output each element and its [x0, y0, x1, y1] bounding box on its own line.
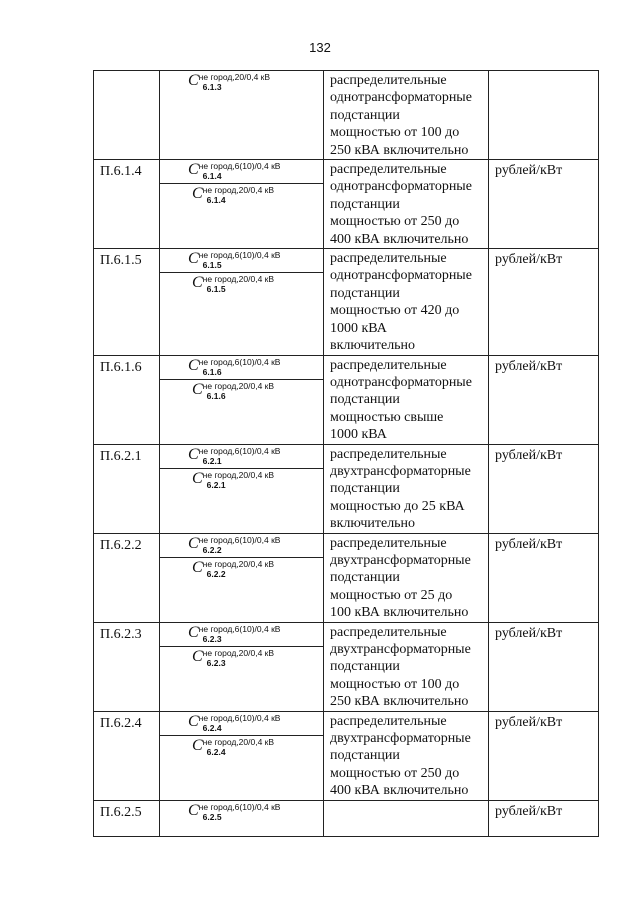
symbol-subscript: 6.2.3 — [202, 633, 222, 644]
symbol-superscript: не город,6(10)/0,4 кВ — [198, 445, 281, 456]
tariff-symbols — [160, 800, 324, 836]
symbol-letter: C — [192, 558, 203, 576]
symbol-subscript: 6.1.5 — [202, 260, 222, 271]
tariff-symbol — [160, 468, 323, 492]
tariff-symbol — [160, 356, 323, 379]
symbol-indices — [199, 446, 281, 466]
item-code: П.6.1.6 — [94, 355, 160, 444]
description-line: 100 кВА включительно — [330, 605, 469, 621]
symbol-letter: C — [188, 356, 199, 374]
description-line: распределительные — [330, 713, 447, 729]
symbol-superscript: не город,20/0,4 кВ — [202, 274, 275, 285]
symbol-subscript: 6.2.3 — [206, 657, 226, 668]
description-line: 1000 кВА — [330, 427, 387, 443]
table-row — [94, 160, 599, 249]
description — [324, 533, 489, 622]
tariff-symbol — [160, 272, 323, 296]
tariff-symbol — [160, 801, 323, 824]
table-row — [94, 800, 599, 836]
item-code: П.6.2.4 — [94, 711, 160, 800]
symbol-indices — [203, 737, 274, 757]
symbol-letter: C — [192, 647, 203, 665]
symbol-superscript: не город,6(10)/0,4 кВ — [198, 801, 281, 812]
description — [324, 622, 489, 711]
symbol-indices — [203, 381, 274, 401]
description-line: однотрансформаторные — [330, 374, 472, 390]
tariff-symbols — [160, 444, 324, 533]
description — [324, 355, 489, 444]
symbol-letter: C — [188, 712, 199, 730]
symbol-letter: C — [188, 445, 199, 463]
description-line: подстанции — [330, 659, 400, 675]
tariff-symbol — [160, 445, 323, 468]
unit: рублей/кВт — [489, 711, 599, 800]
tariff-symbol — [160, 623, 323, 646]
symbol-indices — [199, 624, 281, 644]
symbol-indices — [199, 72, 270, 92]
symbol-superscript: не город,6(10)/0,4 кВ — [198, 356, 281, 367]
description-line: мощностью от 100 до — [330, 676, 460, 692]
symbol-superscript: не город,20/0,4 кВ — [202, 736, 275, 747]
tariff-symbol — [160, 712, 323, 735]
tariff-symbols — [160, 355, 324, 444]
description-line: мощностью от 100 до — [330, 125, 460, 141]
tariff-symbol — [160, 379, 323, 403]
symbol-indices — [199, 535, 281, 555]
description-line: 400 кВА включительно — [330, 783, 469, 799]
unit: рублей/кВт — [489, 444, 599, 533]
symbol-subscript: 6.2.4 — [206, 746, 226, 757]
item-code: П.6.2.3 — [94, 622, 160, 711]
description — [324, 71, 489, 160]
description-line: подстанции — [330, 570, 400, 586]
symbol-indices — [203, 559, 274, 579]
symbol-indices — [199, 357, 281, 377]
symbol-letter: C — [192, 469, 203, 487]
symbol-indices — [199, 802, 281, 822]
symbol-superscript: не город,20/0,4 кВ — [202, 469, 275, 480]
symbol-subscript: 6.1.4 — [202, 171, 222, 182]
symbol-superscript: не город,20/0,4 кВ — [198, 72, 271, 82]
symbol-superscript: не город,6(10)/0,4 кВ — [198, 534, 281, 545]
symbol-subscript: 6.2.5 — [202, 811, 222, 822]
tariff-symbols — [160, 160, 324, 249]
symbol-letter: C — [188, 250, 199, 268]
symbol-superscript: не город,6(10)/0,4 кВ — [198, 712, 281, 723]
symbol-subscript: 6.1.3 — [202, 82, 222, 92]
symbol-subscript: 6.1.5 — [206, 284, 226, 295]
description-line: мощностью от 420 до — [330, 303, 460, 319]
description-line: двухтрансформаторные — [330, 552, 471, 568]
description-line: распределительные — [330, 535, 447, 551]
description-line: однотрансформаторные — [330, 179, 472, 195]
tariff-table — [93, 70, 599, 837]
unit: рублей/кВт — [489, 533, 599, 622]
tariff-table-body — [94, 71, 599, 837]
description-line: распределительные — [330, 624, 447, 640]
description-line: распределительные — [330, 446, 447, 462]
description-line: распределительные — [330, 251, 447, 267]
symbol-letter: C — [192, 274, 203, 292]
symbol-indices — [203, 470, 274, 490]
item-code: П.6.2.1 — [94, 444, 160, 533]
symbol-letter: C — [192, 185, 203, 203]
table-row — [94, 622, 599, 711]
symbol-superscript: не город,20/0,4 кВ — [202, 185, 275, 196]
table-row — [94, 711, 599, 800]
tariff-symbol — [160, 160, 323, 183]
symbol-superscript: не город,20/0,4 кВ — [202, 380, 275, 391]
description-line: двухтрансформаторные — [330, 731, 471, 747]
unit: рублей/кВт — [489, 355, 599, 444]
description-line: подстанции — [330, 748, 400, 764]
description-line: двухтрансформаторные — [330, 463, 471, 479]
unit: рублей/кВт — [489, 800, 599, 836]
tariff-symbol — [160, 534, 323, 557]
description-line: мощностью свыше — [330, 409, 444, 425]
description-line: подстанции — [330, 392, 400, 408]
symbol-letter: C — [188, 72, 199, 89]
item-code: П.6.2.2 — [94, 533, 160, 622]
description-line: двухтрансформаторные — [330, 642, 471, 657]
symbol-superscript: не город,20/0,4 кВ — [202, 558, 275, 569]
description-line: мощностью от 250 до — [330, 765, 460, 781]
item-code: П.6.1.5 — [94, 249, 160, 355]
tariff-symbols — [160, 533, 324, 622]
description — [324, 160, 489, 249]
tariff-symbol — [160, 557, 323, 581]
description-line: 1000 кВА — [330, 320, 387, 336]
description-line: мощностью от 25 до — [330, 587, 453, 603]
tariff-symbols — [160, 249, 324, 355]
description-line: подстанции — [330, 107, 400, 123]
symbol-subscript: 6.2.1 — [206, 479, 226, 490]
item-code: П.6.1.4 — [94, 160, 160, 249]
description — [324, 711, 489, 800]
description-line: однотрансформаторные — [330, 90, 472, 106]
symbol-superscript: не город,6(10)/0,4 кВ — [198, 623, 281, 634]
table-row — [94, 71, 599, 160]
symbol-indices — [199, 713, 281, 733]
symbol-indices — [199, 161, 281, 181]
tariff-symbol — [160, 735, 323, 759]
unit: рублей/кВт — [489, 622, 599, 711]
tariff-symbols — [160, 71, 324, 160]
tariff-symbol — [160, 71, 323, 94]
description-line: 250 кВА включительно — [330, 694, 469, 710]
symbol-subscript: 6.2.4 — [202, 722, 222, 733]
symbol-indices — [203, 185, 274, 205]
page-number: 132 — [309, 40, 331, 55]
item-code — [94, 71, 160, 160]
description-line: включительно — [330, 338, 416, 354]
unit — [489, 71, 599, 160]
description-line: 400 кВА включительно — [330, 231, 469, 247]
description — [324, 800, 489, 836]
table-row — [94, 533, 599, 622]
description-line: подстанции — [330, 285, 400, 301]
item-code: П.6.2.5 — [94, 800, 160, 836]
description-line: мощностью от 250 до — [330, 214, 460, 230]
description-line: распределительные — [330, 73, 447, 88]
description-line: распределительные — [330, 357, 447, 373]
symbol-subscript: 6.2.1 — [202, 455, 222, 466]
description-line: однотрансформаторные — [330, 268, 472, 284]
symbol-subscript: 6.2.2 — [202, 544, 222, 555]
unit: рублей/кВт — [489, 160, 599, 249]
symbol-superscript: не город,6(10)/0,4 кВ — [198, 161, 281, 172]
tariff-symbols — [160, 711, 324, 800]
description-line: 250 кВА включительно — [330, 142, 469, 158]
unit: рублей/кВт — [489, 249, 599, 355]
description-line: включительно — [330, 516, 416, 532]
symbol-letter: C — [188, 534, 199, 552]
symbol-indices — [203, 274, 274, 294]
description-line: распределительные — [330, 162, 447, 178]
symbol-indices — [199, 250, 281, 270]
symbol-indices — [203, 648, 274, 668]
symbol-letter: C — [192, 736, 203, 754]
symbol-letter: C — [192, 380, 203, 398]
tariff-symbol — [160, 249, 323, 272]
description-line: подстанции — [330, 481, 400, 497]
tariff-symbol — [160, 183, 323, 207]
symbol-superscript: не город,20/0,4 кВ — [202, 647, 275, 658]
description — [324, 249, 489, 355]
tariff-symbols — [160, 622, 324, 711]
tariff-symbol — [160, 646, 323, 670]
symbol-subscript: 6.1.6 — [206, 390, 226, 401]
description — [324, 444, 489, 533]
description-line: мощностью до 25 кВА — [330, 498, 465, 514]
symbol-subscript: 6.2.2 — [206, 568, 226, 579]
table-row — [94, 355, 599, 444]
symbol-subscript: 6.1.4 — [206, 195, 226, 206]
table-row — [94, 249, 599, 355]
table-row — [94, 444, 599, 533]
symbol-letter: C — [188, 161, 199, 179]
description-line: подстанции — [330, 196, 400, 212]
symbol-subscript: 6.1.6 — [202, 366, 222, 377]
symbol-superscript: не город,6(10)/0,4 кВ — [198, 250, 281, 261]
symbol-letter: C — [188, 623, 199, 641]
symbol-letter: C — [188, 801, 199, 819]
